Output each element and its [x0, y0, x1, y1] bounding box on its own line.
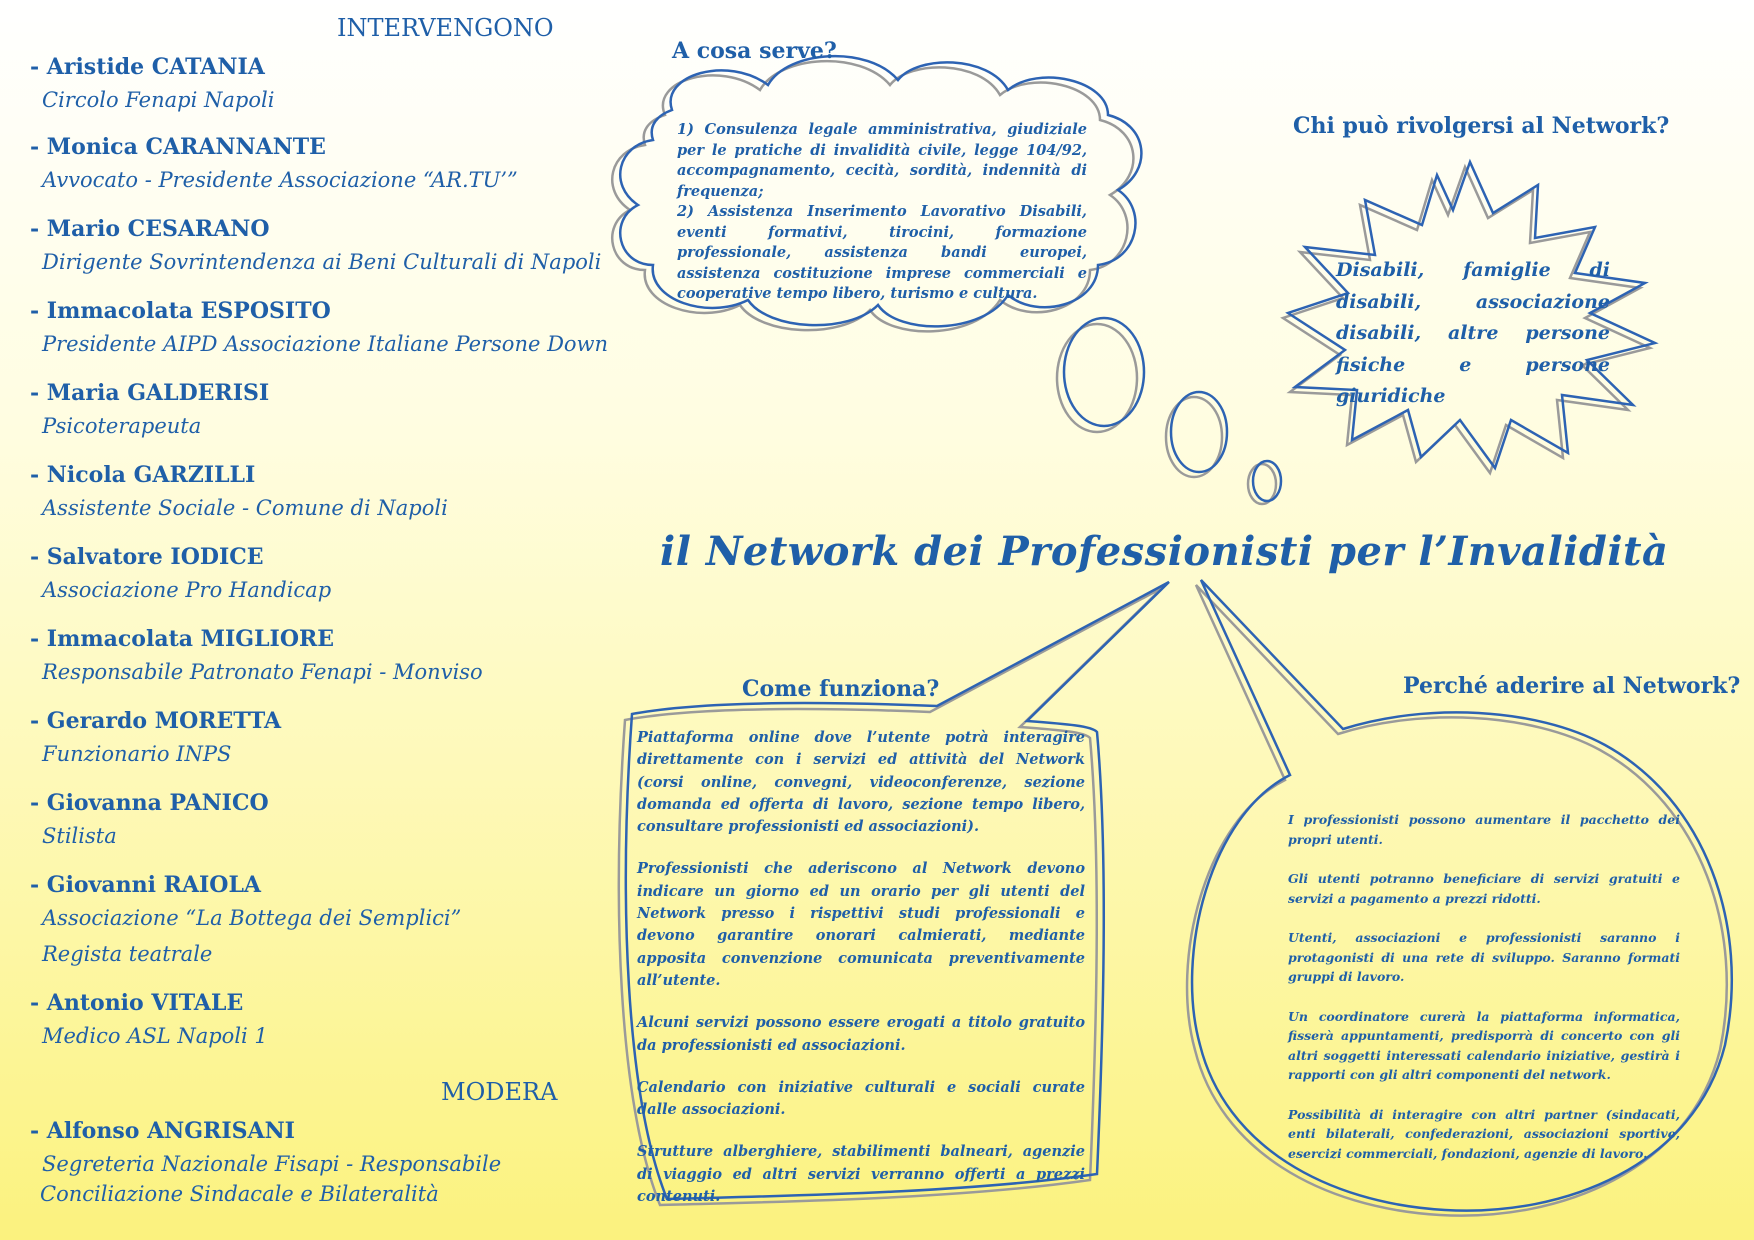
moderator-heading: MODERA [441, 1078, 558, 1106]
speaker-role: Presidente AIPD Associazione Italiane Persone Down [42, 332, 609, 356]
perche-aderire-title: Perché aderire al Network? [1403, 673, 1741, 699]
moderator-role: Conciliazione Sindacale e Bilateralità [40, 1182, 439, 1206]
speaker-entry [30, 54, 274, 112]
moderator-name: - Alfonso ANGRISANI [30, 1118, 295, 1144]
come-funziona-title: Come funziona? [742, 676, 940, 702]
speakers-heading: INTERVENGONO [337, 14, 554, 42]
speaker-role: Associazione “La Bottega dei Semplici” [42, 906, 462, 930]
come-funziona-paragraph: Strutture alberghiere, stabilimenti balneari, agenzie di viaggio ed altri servizi verranno offerti a prezzi contenuti. [637, 1143, 1085, 1206]
a-cosa-serve-paragraph: 1) Consulenza legale amministrativa, giudiziale per le pratiche di invalidità civile, legge 104/92, accompagnamento, cecità, sordità, indennità di frequenza; 2) Assistenza Inserimento Lavorativo Disabili, eventi formativi, tirocini, formazione professionale, assistenza bandi europei, assistenza costituzione imprese commerciali e cooperative tempo libero, turismo e cultura. [677, 121, 1087, 302]
perche-aderire-paragraph: Un coordinatore curerà la piattaforma informatica, fisserà appuntamenti, predisporrà di concerto con gli altri soggetti interessati calendario iniziative, gestirà i rapporti con gli altri componenti del network. [1288, 1008, 1680, 1082]
come-funziona-text [637, 727, 1085, 1228]
speaker-entry [30, 298, 608, 356]
come-funziona-paragraph: Calendario con iniziative culturali e sociali curate dalle associazioni. [637, 1078, 1085, 1119]
perche-aderire-paragraph: Gli utenti potranno beneficiare di servizi gratuiti e servizi a pagamento a prezzi ridotti. [1288, 871, 1680, 906]
speaker-entry [30, 790, 269, 848]
speaker-name: - Gerardo MORETTA [30, 708, 282, 734]
speaker-role: Associazione Pro Handicap [42, 578, 332, 602]
speaker-name: - Nicola GARZILLI [30, 462, 256, 488]
speaker-name: - Salvatore IODICE [30, 544, 264, 570]
come-funziona-paragraph: Alcuni servizi possono essere erogati a titolo gratuito da professionisti ed associazioni. [637, 1014, 1085, 1054]
speaker-name: - Immacolata MIGLIORE [30, 626, 335, 652]
speaker-role: Circolo Fenapi Napoli [42, 88, 275, 112]
speaker-role: Avvocato - Presidente Associazione “AR.TU’” [42, 168, 518, 192]
a-cosa-serve-text [677, 120, 1087, 325]
perche-aderire-text [1288, 810, 1680, 1183]
speaker-entry [30, 990, 268, 1048]
speaker-role: Psicoterapeuta [42, 414, 202, 438]
speaker-entry [30, 216, 601, 274]
perche-aderire-paragraph: Possibilità di interagire con altri partner (sindacati, enti bilaterali, confederazioni, associazioni sportive, esercizi commerciali, fondazioni, agenzie di lavoro. [1288, 1106, 1680, 1161]
speaker-role: Dirigente Sovrintendenza ai Beni Culturali di Napoli [42, 250, 602, 274]
chi-puo-title: Chi può rivolgersi al Network? [1293, 113, 1670, 139]
speaker-entry [30, 134, 518, 192]
speaker-name: - Giovanni RAIOLA [30, 872, 261, 898]
main-title: il Network dei Professionisti per l’Invalidità [660, 528, 1669, 575]
speaker-name: - Aristide CATANIA [30, 54, 265, 80]
speaker-name: - Antonio VITALE [30, 990, 244, 1016]
speaker-role: Responsabile Patronato Fenapi - Monviso [42, 660, 483, 684]
speaker-entry [30, 380, 269, 438]
come-funziona-paragraph: Professionisti che aderiscono al Network devono indicare un giorno ed un orario per gli utenti del Network presso i rispettivi studi professionali e devono garantire onorari calmierati, mediante apposita convenzione comunicata preventivamente all’utente. [637, 860, 1085, 989]
moderator-role: Segreteria Nazionale Fisapi - Responsabile [42, 1152, 502, 1176]
speaker-role: Medico ASL Napoli 1 [42, 1024, 268, 1048]
speaker-entry [30, 872, 461, 966]
speaker-role: Assistente Sociale - Comune di Napoli [42, 496, 448, 520]
chi-puo-text: Disabili, famiglie di disabili, associazione disabili, altre persone fisiche e persone giuridiche [1336, 259, 1610, 407]
speaker-entry [30, 708, 281, 766]
speaker-role: Regista teatrale [42, 942, 213, 966]
speaker-name: - Mario CESARANO [30, 216, 270, 242]
speaker-name: - Giovanna PANICO [30, 790, 269, 816]
speaker-name: - Maria GALDERISI [30, 380, 270, 406]
speaker-role: Funzionario INPS [42, 742, 232, 766]
perche-aderire-paragraph: Utenti, associazioni e professionisti saranno i protagonisti di una rete di sviluppo. Saranno formati gruppi di lavoro. [1288, 930, 1680, 984]
a-cosa-serve-title: A cosa serve? [672, 38, 837, 64]
speaker-entry [30, 544, 331, 602]
perche-aderire-paragraph: I professionisti possono aumentare il pacchetto dei propri utenti. [1288, 812, 1680, 847]
speaker-role: Stilista [42, 824, 117, 848]
speaker-entry [30, 462, 448, 520]
come-funziona-paragraph: Piattaforma online dove l’utente potrà interagire direttamente con i servizi ed attività del Network (corsi online, convegni, videoconferenze, sezione domanda ed offerta di lavoro, sezione tempo libero, consultare professionisti ed associazioni). [637, 729, 1085, 836]
speaker-name: - Immacolata ESPOSITO [30, 298, 331, 324]
moderator [30, 1118, 501, 1206]
speaker-entry [30, 626, 483, 684]
speaker-name: - Monica CARANNANTE [30, 134, 326, 160]
thought-dots [1057, 318, 1281, 504]
